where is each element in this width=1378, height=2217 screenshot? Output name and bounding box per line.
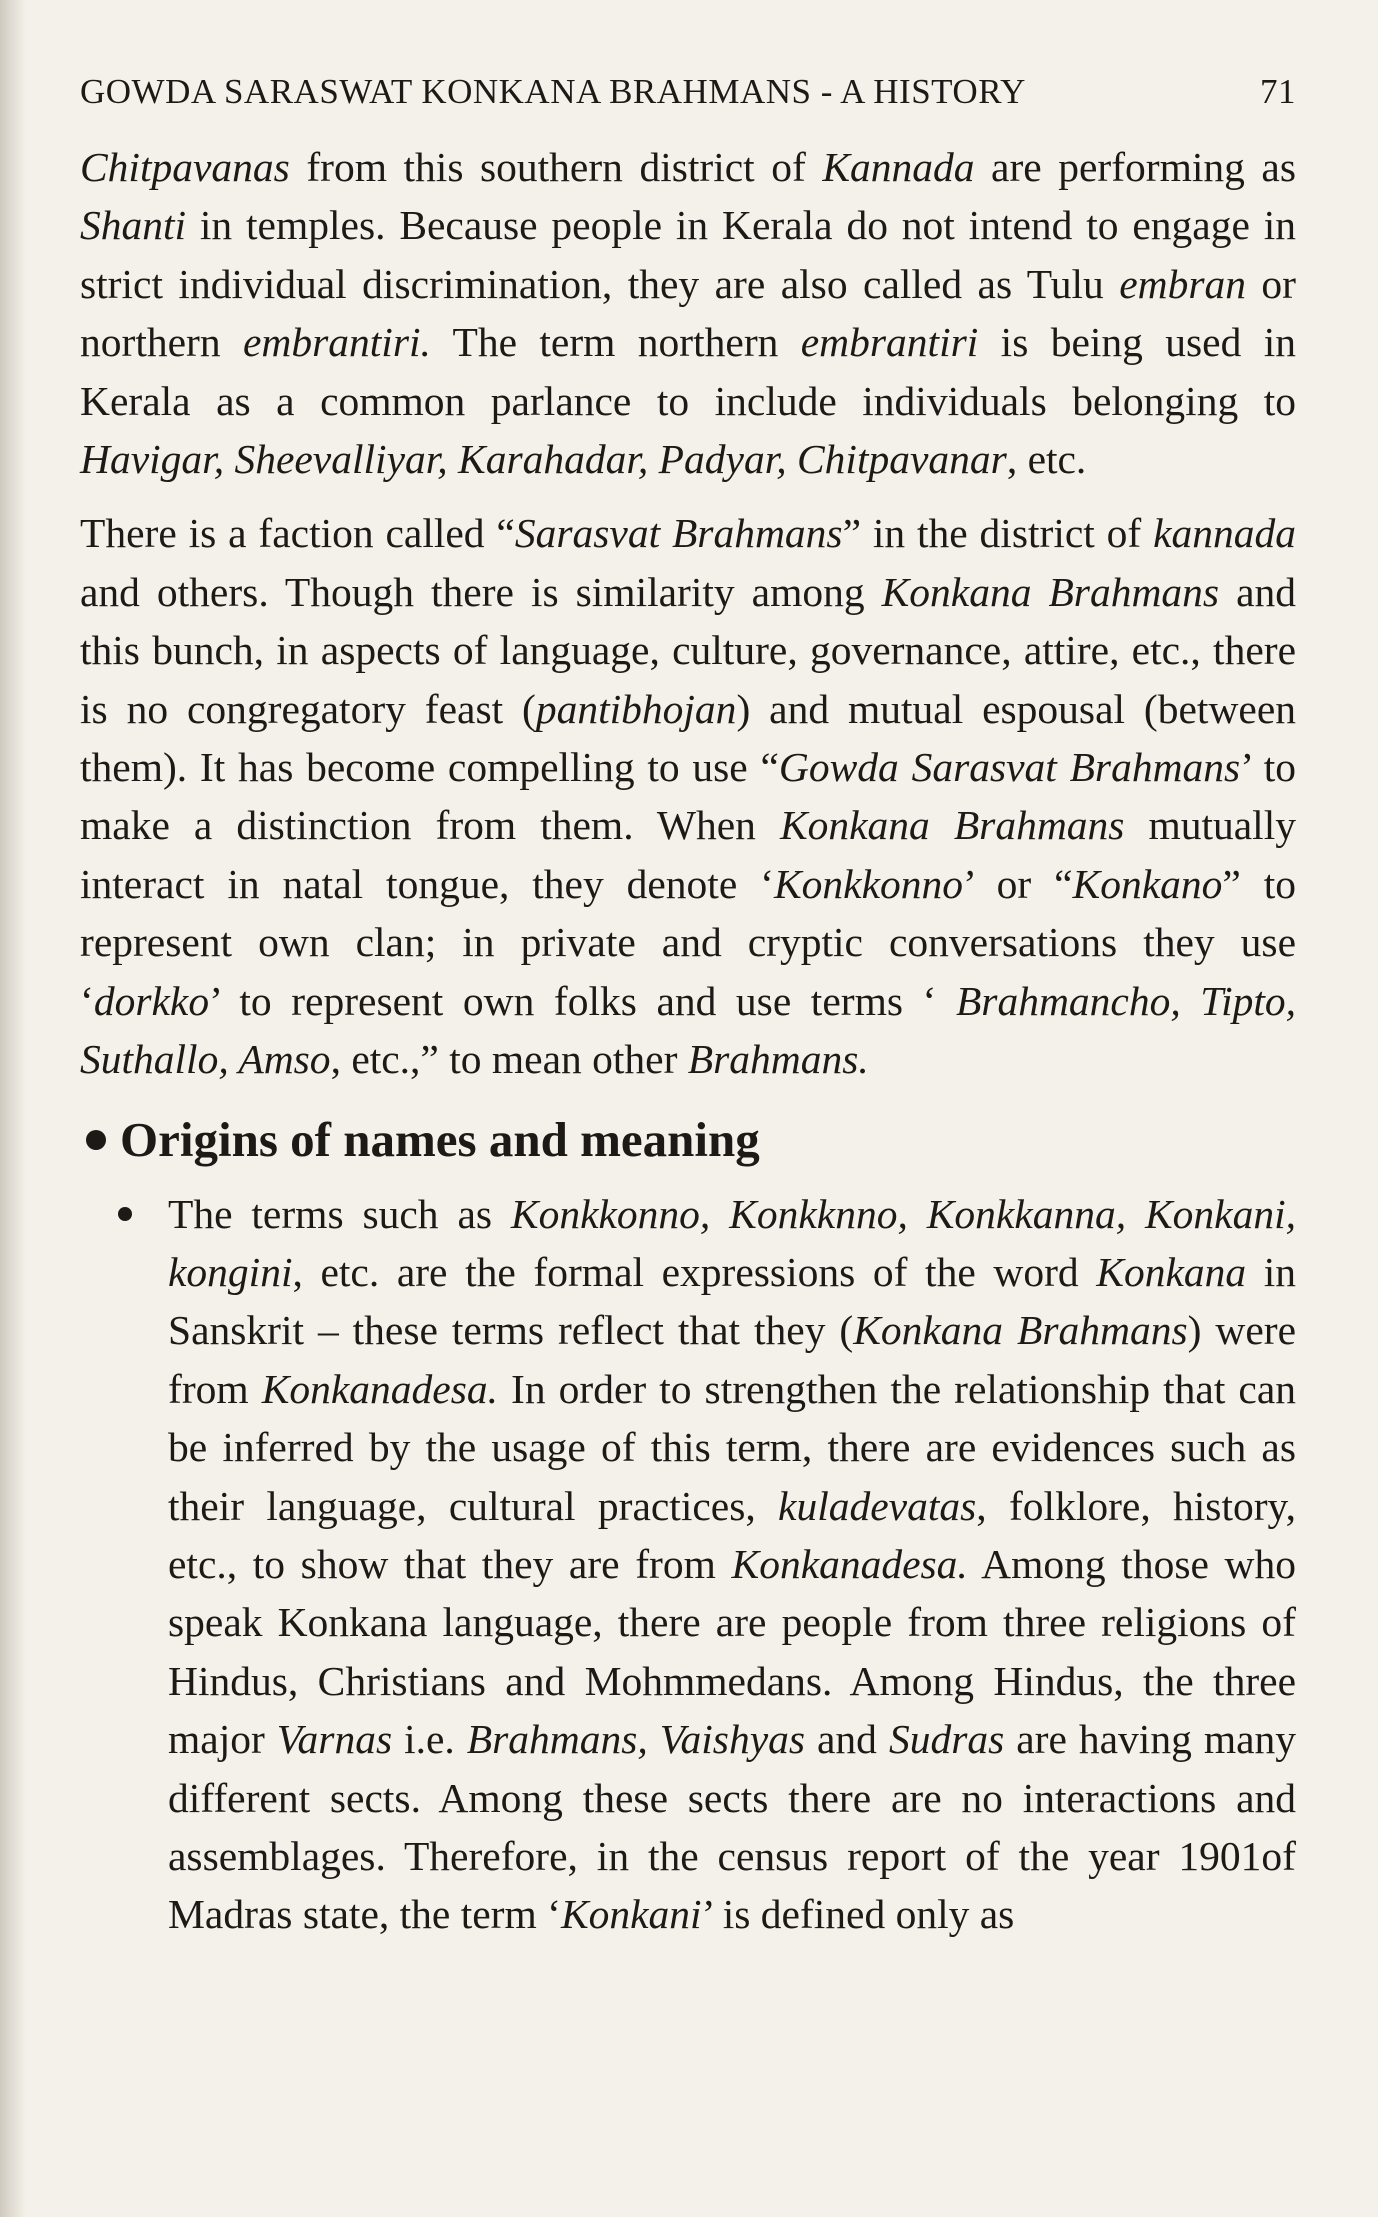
text-run: ’ to make a distinction from them. When	[80, 744, 1307, 849]
italic-text-run: Shanti	[80, 202, 187, 249]
italic-text-run: Brahmancho, Tipto, Suthallo, Amso	[80, 977, 1307, 1083]
italic-text-run: pantibhojan	[535, 685, 737, 732]
list-bullet-icon	[118, 1207, 132, 1221]
text-run: are having many different sects. Among these sects there are no interactions and assemblages. Therefore, in the census report of the year 1901of Madras state, the term ‘	[168, 1716, 1297, 1938]
italic-text-run: Kannada	[822, 144, 975, 190]
text-run: , etc.,” to mean other	[330, 1036, 688, 1083]
italic-text-run: Brahmans, Vaishyas	[466, 1716, 806, 1763]
text-run: ” to represent own clan; in private and cryptic conversations they use ‘	[80, 860, 1307, 1024]
text-run: The term northern	[430, 319, 801, 366]
italic-text-run: Gowda Sarasvat Brahmans	[778, 744, 1241, 791]
italic-text-run: Konkanadesa.	[731, 1540, 968, 1587]
text-run: There is a faction called “	[80, 510, 515, 557]
text-run: ’ or “	[963, 860, 1073, 907]
italic-text-run: Konkana Brahmans	[881, 568, 1220, 615]
italic-text-run: Sarasvat Brahmans	[514, 510, 843, 557]
text-run: and others. Though there is similarity among	[80, 510, 1307, 615]
running-header	[80, 70, 1296, 114]
italic-text-run: Konkkonno, Konkknno, Konkkanna, Konkani, kongini	[168, 1190, 1296, 1295]
text-run: ) and mutual espousal (between them). It has become compelling to use “	[80, 685, 1307, 791]
text-run: ” in the district of	[842, 510, 1154, 557]
heading-bullet-icon	[86, 1130, 106, 1150]
italic-text-run: Konkani	[560, 1891, 702, 1938]
section-heading	[80, 1109, 1296, 1171]
italic-text-run: Konkana Brahmans	[853, 1307, 1188, 1354]
italic-text-run: Konkkonno	[773, 860, 963, 907]
italic-text-run: Konkana	[1096, 1248, 1247, 1295]
book-page	[80, 70, 1307, 1944]
text-run: , folklore, history, etc., to show that they are from	[168, 1482, 1296, 1587]
italic-text-run: embran	[1119, 260, 1246, 307]
italic-text-run: Konkanadesa.	[261, 1365, 498, 1412]
section-heading-text: Origins of names and meaning	[120, 1111, 760, 1167]
italic-text-run: Havigar, Sheevalliyar, Karahadar, Padyar, Chitpavanar	[80, 436, 1007, 483]
text-run: in Sanskrit – these terms reflect that they (	[168, 1248, 1297, 1354]
text-run: are performing as	[974, 144, 1307, 190]
text-run: and	[805, 1716, 889, 1763]
bullet-list	[80, 1185, 1296, 1944]
text-run: ’ to represent own folks and use terms ‘	[209, 977, 956, 1024]
text-run: in temples. Because people in Kerala do not intend to engage in strict individual discrimination, they are also called as Tulu	[80, 202, 1307, 307]
paragraph	[80, 138, 1307, 488]
italic-text-run: Varnas	[276, 1716, 393, 1763]
list-item	[168, 1185, 1296, 1944]
text-run: Among those who speak Konkana language, there are people from three religions of Hindus, Christians and Mohmmedans. Among Hindus, the three major	[168, 1540, 1297, 1763]
text-run: ) were from	[168, 1307, 1296, 1412]
text-run: from this southern district of	[289, 144, 823, 190]
text-run: , etc.	[1006, 436, 1087, 483]
text-run: i.e.	[392, 1716, 467, 1763]
italic-text-run: embrantiri	[800, 319, 979, 366]
text-run: or northern	[80, 260, 1307, 366]
italic-text-run: Konkano	[1072, 860, 1223, 907]
italic-text-run: Sudras	[888, 1716, 1005, 1763]
italic-text-run: Brahmans.	[687, 1036, 869, 1083]
italic-text-run: kuladevatas	[778, 1482, 977, 1529]
text-run: , etc. are the formal expressions of the word	[292, 1248, 1097, 1295]
text-run: and this bunch, in aspects of language, culture, governance, attire, etc., there is no congregatory feast (	[80, 568, 1307, 732]
page-spine-shadow	[0, 0, 26, 2217]
text-run: ’ is defined only as	[701, 1891, 1015, 1938]
italic-text-run: embrantiri.	[242, 319, 431, 366]
text-run: In order to strengthen the relationship that can be inferred by the usage of this term, there are evidences such as their language, cultural practices,	[168, 1365, 1296, 1529]
running-title: GOWDA SARASWAT KONKANA BRAHMANS - A HISTORY	[80, 72, 1026, 111]
text-run: mutually interact in natal tongue, they denote ‘	[80, 802, 1307, 907]
italic-text-run: dorkko	[93, 977, 210, 1024]
italic-text-run: Konkana Brahmans	[779, 802, 1125, 849]
italic-text-run: kannada	[1153, 510, 1296, 557]
page-number: 71	[1260, 72, 1296, 111]
text-run: is being used in Kerala as a common parlance to include individuals belonging to	[80, 319, 1307, 424]
text-run: The terms such as	[168, 1190, 511, 1237]
paragraph	[80, 504, 1307, 1088]
body-text	[80, 138, 1307, 1089]
italic-text-run: Chitpavanas	[80, 144, 290, 190]
